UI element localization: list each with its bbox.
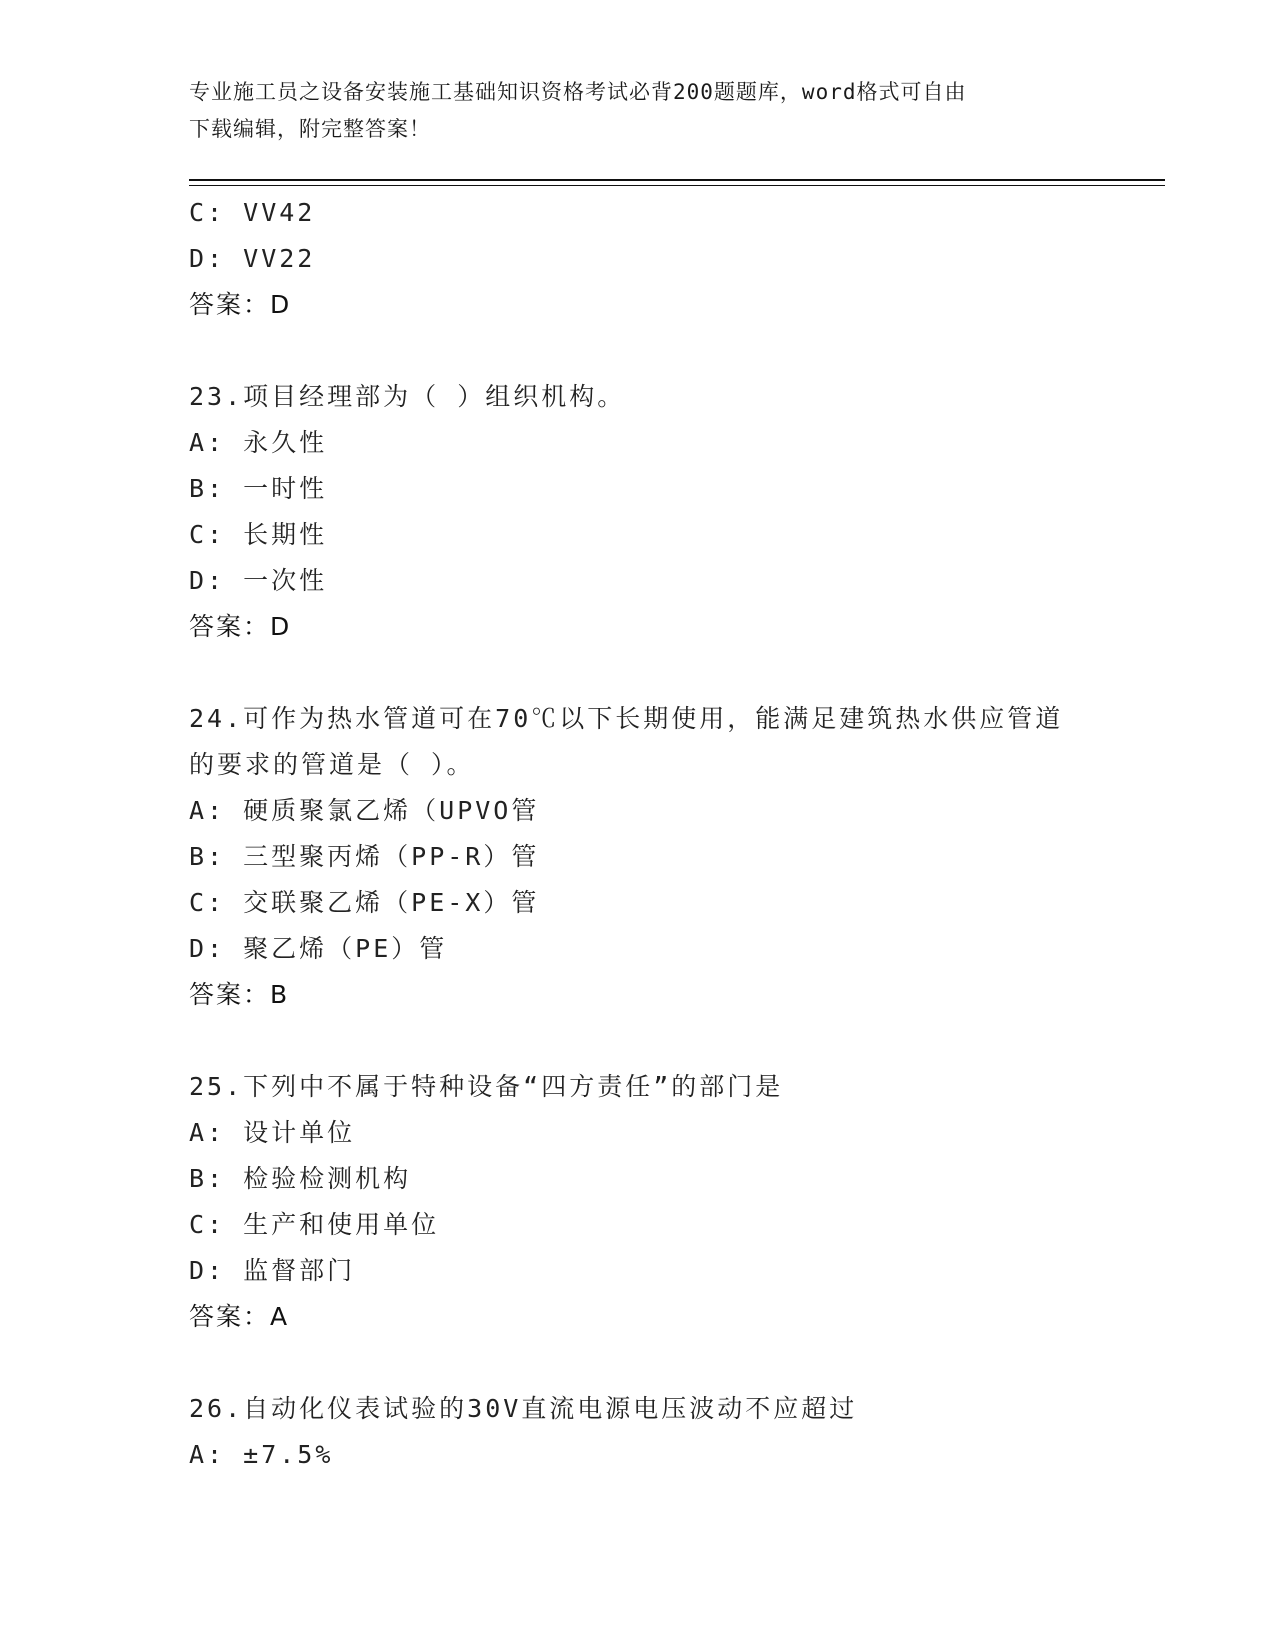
option-a: A: ±7.5% (189, 1440, 334, 1469)
option-a: A: 永久性 (189, 428, 328, 457)
option-c: C: 长期性 (189, 520, 328, 549)
question-22-tail (189, 190, 1089, 328)
spacer (189, 1340, 1089, 1386)
question-stem: 23.项目经理部为（ ）组织机构。 (189, 382, 626, 411)
question-26 (189, 1386, 1089, 1478)
spacer (189, 1018, 1089, 1064)
option-c: C: 生产和使用单位 (189, 1210, 440, 1239)
document-header (189, 74, 1089, 148)
spacer (189, 328, 1089, 374)
question-23 (189, 374, 1089, 650)
header-line-1: 专业施工员之设备安装施工基础知识资格考试必背200题题库，word格式可自由 (189, 80, 967, 104)
option-d: D: 一次性 (189, 566, 328, 595)
option-a: A: 硬质聚氯乙烯（UPVO管 (189, 796, 540, 825)
header-divider-thick (189, 179, 1165, 181)
option-a: A: 设计单位 (189, 1118, 356, 1147)
answer-text: 答案：D (189, 290, 292, 319)
answer-text: 答案：B (189, 980, 290, 1009)
option-d: D: 监督部门 (189, 1256, 356, 1285)
option-c: C: 交联聚乙烯（PE-X）管 (189, 888, 540, 917)
option-d: D: VV22 (189, 244, 316, 273)
question-list (189, 190, 1089, 1478)
question-stem: 25.下列中不属于特种设备“四方责任”的部门是 (189, 1072, 784, 1101)
question-stem-line-1: 24.可作为热水管道可在70℃以下长期使用，能满足建筑热水供应管道 (189, 704, 1064, 733)
option-b: B: 三型聚丙烯（PP-R）管 (189, 842, 540, 871)
option-d: D: 聚乙烯（PE）管 (189, 934, 448, 963)
option-b: B: 检验检测机构 (189, 1164, 412, 1193)
answer-text: 答案：D (189, 612, 292, 641)
question-stem-line-2: 的要求的管道是（ ）。 (189, 750, 475, 779)
answer-text: 答案：A (189, 1302, 290, 1331)
question-stem: 26.自动化仪表试验的30V直流电源电压波动不应超过 (189, 1394, 858, 1423)
question-25 (189, 1064, 1089, 1340)
question-24 (189, 696, 1089, 1018)
spacer (189, 650, 1089, 696)
header-line-2: 下载编辑，附完整答案！ (189, 117, 431, 141)
option-b: B: 一时性 (189, 474, 328, 503)
option-c: C: VV42 (189, 198, 316, 227)
header-divider-thin (189, 185, 1165, 186)
